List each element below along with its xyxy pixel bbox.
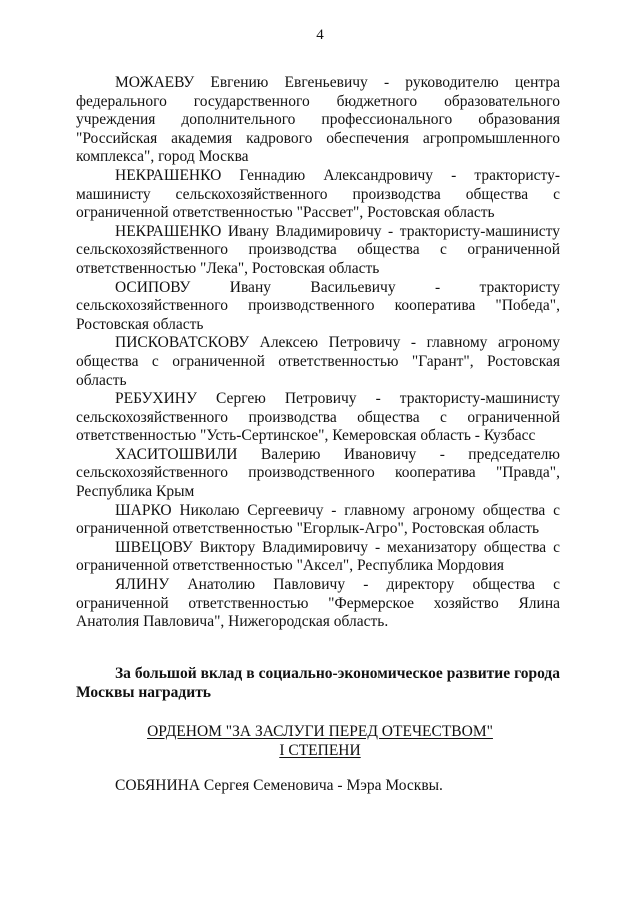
awardee: [115, 776, 560, 795]
recipient-details: Ивану Владимировичу - трактористу-машинисту сельскохозяйственного производства общества с ограниченной ответственностью "Лека", Ростовская область: [76, 222, 560, 277]
order-title: [0, 722, 640, 760]
award-entry: [76, 167, 560, 223]
recipient-surname: РЕБУХИНУ: [115, 390, 197, 408]
recipient-details: Евгению Евгеньевичу - руководителю центра федерального государственного бюджетного образовательного учреждения дополнительного профессионального образования "Российская академия кадрового обеспечения агропромышленного комплекса", город Москва: [76, 74, 561, 166]
award-entry: [76, 539, 560, 576]
order-title-line-1: ОРДЕНОМ "ЗА ЗАСЛУГИ ПЕРЕД ОТЕЧЕСТВОМ": [147, 723, 493, 740]
award-entry: [76, 334, 560, 390]
recipient-surname: МОЖАЕВУ: [115, 74, 195, 91]
recipient-details: Сергею Петровичу - трактористу-машинисту сельскохозяйственного производства общества с ограниченной ответственностью "Усть-Сертинское", Кемеровская область - Кузбасс: [76, 390, 561, 445]
recipient-surname: ЯЛИНУ: [115, 576, 170, 594]
order-title-line-2: I СТЕПЕНИ: [279, 742, 361, 759]
page-number: 4: [316, 27, 324, 43]
award-entry: [76, 390, 560, 446]
recipient-details: Валерию Ивановичу - председателю сельскохозяйственного производственного кооператива "Правда", Республика Крым: [76, 445, 560, 501]
award-entry: [76, 223, 560, 279]
award-entry: [76, 502, 560, 539]
recipient-details: Анатолию Павловичу - директору общества с ограниченной ответственностью "Фермерское хозяйство Ялина Анатолия Павловича", Нижегородская область.: [76, 576, 560, 631]
award-list: [76, 74, 560, 632]
recipient-surname: НЕКРАШЕНКО: [115, 166, 222, 184]
recipient-details: Алексею Петровичу - главному агроному общества с ограниченной ответственностью "Гарант", Ростовская область: [76, 334, 560, 389]
award-entry: [76, 279, 560, 335]
award-entry: [76, 74, 560, 167]
awardee-details: Сергея Семеновича - Мэра Москвы.: [203, 777, 443, 794]
recipient-surname: НЕКРАШЕНКО: [115, 222, 222, 240]
decree-phrase: За большой вклад в социально-экономическое развитие города Москвы наградить: [76, 665, 560, 701]
recipient-details: Виктору Владимировичу - механизатору общества с ограниченной ответственностью "Аксел", Республика Мордовия: [76, 538, 560, 575]
award-entry: [76, 576, 560, 632]
recipient-surname: ПИСКОВАТСКОВУ: [115, 334, 250, 352]
recipient-surname: ОСИПОВУ: [115, 278, 191, 296]
recipient-details: Геннадию Александровичу - трактористу-машинисту сельскохозяйственного производства общества с ограниченной ответственностью "Рассвет", Ростовская область: [76, 166, 561, 222]
recipient-details: Николаю Сергеевичу - главному агроному общества с ограниченной ответственностью "Егорлык-Агро", Ростовская область: [76, 501, 560, 538]
recipient-surname: ХАСИТОШВИЛИ: [115, 445, 238, 463]
recipient-surname: ШВЕЦОВУ: [115, 538, 193, 556]
recipient-details: Ивану Васильевичу - трактористу сельскохозяйственного производственного кооператива "Победа", Ростовская область: [76, 278, 560, 333]
award-entry: [76, 446, 560, 502]
recipient-surname: ШАРКО: [115, 501, 172, 519]
awardee-surname: СОБЯНИНА: [115, 777, 201, 794]
